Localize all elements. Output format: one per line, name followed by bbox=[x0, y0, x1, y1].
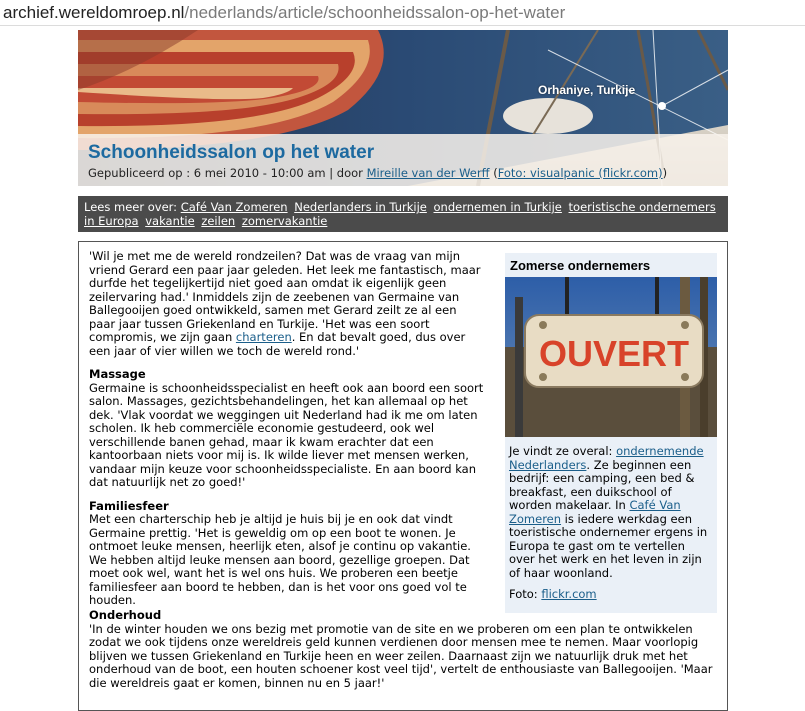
article-title: Schoonheidssalon op het water bbox=[88, 142, 375, 163]
url-path: /nederlands/article/schoonheidssalon-op-het-water bbox=[184, 3, 566, 22]
flickr-link[interactable]: flickr.com bbox=[541, 587, 597, 601]
tag-bar bbox=[78, 196, 728, 232]
onderhoud-section bbox=[89, 609, 714, 690]
intro-paragraph bbox=[89, 250, 486, 358]
section-heading-onderhoud: Onderhoud bbox=[89, 608, 162, 622]
banner-location: Orhaniye, Turkije bbox=[538, 83, 636, 97]
familiesfeer-paragraph: Met een charterschip heb je altijd je huis bij je en ook dat vindt Germaine prettig. 'Het is geweldig om op een boot te wonen. Je ontmoet leuke mensen, heerlijk eten, alsof je continu op vakantie. We hebben altijd leuke mensen aan boord, gezellige groepen. Dat moet ook wel, want het is wel ons huis. We proberen een beetje familiesfeer aan boord te hebben, dan is het voor ons goed vol te houden. bbox=[89, 512, 471, 607]
tag-link[interactable]: zomervakantie bbox=[241, 214, 328, 228]
charteren-link[interactable]: charteren bbox=[235, 330, 292, 344]
article-content bbox=[78, 241, 728, 711]
article-body bbox=[89, 250, 486, 618]
address-bar[interactable] bbox=[0, 0, 805, 26]
sidebar-text-a: Je vindt ze overal: bbox=[509, 444, 617, 458]
article-meta bbox=[88, 166, 667, 180]
section-heading-massage: Massage bbox=[89, 367, 146, 381]
ondernemende-nederlanders-link[interactable]: ondernemende Nederlanders bbox=[509, 444, 704, 472]
onderhoud-paragraph: 'In de winter houden we ons bezig met promotie van de site en we proberen om een plan te ontwikkelen zodat we ook tijdens onze wereldreis geld kunnen verdienen door mensen mee te nemen. Maar voorlopig blijven we tussen Griekenland en Turkije heen en weer zeilen. Daarnaast zijn we natuurlijk druk met het onderhoud van de boot, een houten schoener kost veel tijd', vertelt de enthousiaste van Ballegooijen. 'Maar die wereldreis gaat er komen, binnen nu en 5 jaar!' bbox=[89, 621, 713, 690]
sidebar-text bbox=[509, 445, 713, 580]
author-link[interactable]: Mireille van der Werff bbox=[366, 166, 490, 180]
ouvert-sign-image bbox=[505, 277, 717, 437]
intro-text-end: . En dat bevalt goed, dus over een jaar of vier willen we toch de wereld rond.' bbox=[89, 330, 466, 358]
tag-bar-label: Lees meer over: bbox=[84, 200, 178, 214]
cafe-van-zomeren-link[interactable]: Café Van Zomeren bbox=[509, 498, 681, 526]
tag-link[interactable]: Café Van Zomeren bbox=[180, 200, 288, 214]
photo-credit-close: ) bbox=[662, 166, 668, 180]
sidebar-photo bbox=[505, 277, 717, 437]
tag-link[interactable]: Nederlanders in Turkije bbox=[294, 200, 427, 214]
photo-credit-open: ( bbox=[493, 166, 498, 180]
header-banner bbox=[78, 30, 728, 186]
tag-link[interactable]: ondernemen in Turkije bbox=[433, 200, 562, 214]
credit-label: Foto: bbox=[509, 587, 542, 601]
photo-credit-link[interactable]: Foto: visualpanic (flickr.com) bbox=[497, 166, 663, 180]
massage-paragraph: Germaine is schoonheidsspecialist en heeft ook aan boord een soort salon. Massages, gezichtsbehandelingen, het kan allemaal op het dek. 'Vlak voordat we weggingen uit Nederland had ik me om laten scholen. Ik heb commerciële economie gestudeerd, ook wel verschillende banen gehad, maar ik kwam erachter dat een kantoorbaan niets voor mij is. Ik wilde liever met mensen werken, vandaar mijn keuze voor schoonheidsspecialiste. En aan boord kan dat natuurlijk net zo goed!' bbox=[89, 380, 484, 489]
section-heading-familiesfeer: Familiesfeer bbox=[89, 498, 169, 513]
title-box bbox=[78, 134, 728, 186]
sidebar-text-c: is iedere werkdag een toeristische ondernemer ergens in Europa te gast om te vertellen over het werk en het leven in zijn of haar woonland. bbox=[509, 511, 708, 580]
tag-link[interactable]: zeilen bbox=[201, 214, 236, 228]
sidebar-title: Zomerse ondernemers bbox=[510, 258, 651, 273]
sidebar-box bbox=[505, 253, 717, 613]
sidebar-text-b: . Ze beginnen een bedrijf: een camping, een bed & breakfast, een duikschool of worden makelaar. In bbox=[509, 457, 695, 512]
intro-text: 'Wil je met me de wereld rondzeilen? Dat was de vraag van mijn vriend Gerard een paar jaar geleden. Het leek me fantastisch, maar durfde het tegelijkertijd niet goed aan omdat ik eigenlijk geen zeilervaring had.' Inmiddels zijn de zeebenen van Germaine van Ballegooijen goed ontwikkeld, samen met Gerard zeilt ze al een paar jaar tussen Griekenland en Turkije. 'Het was een soort compromis, we zijn gaan bbox=[89, 249, 481, 344]
tag-link[interactable]: toeristische ondernemers in Europa bbox=[84, 200, 716, 228]
publish-date: Gepubliceerd op : 6 mei 2010 - 10:00 am | door bbox=[88, 166, 367, 180]
url-host: archief.wereldomroep.nl bbox=[3, 3, 185, 22]
sidebar-photo-credit bbox=[509, 587, 597, 601]
sign-text: OUVERT bbox=[538, 333, 690, 374]
tag-link[interactable]: vakantie bbox=[145, 214, 195, 228]
